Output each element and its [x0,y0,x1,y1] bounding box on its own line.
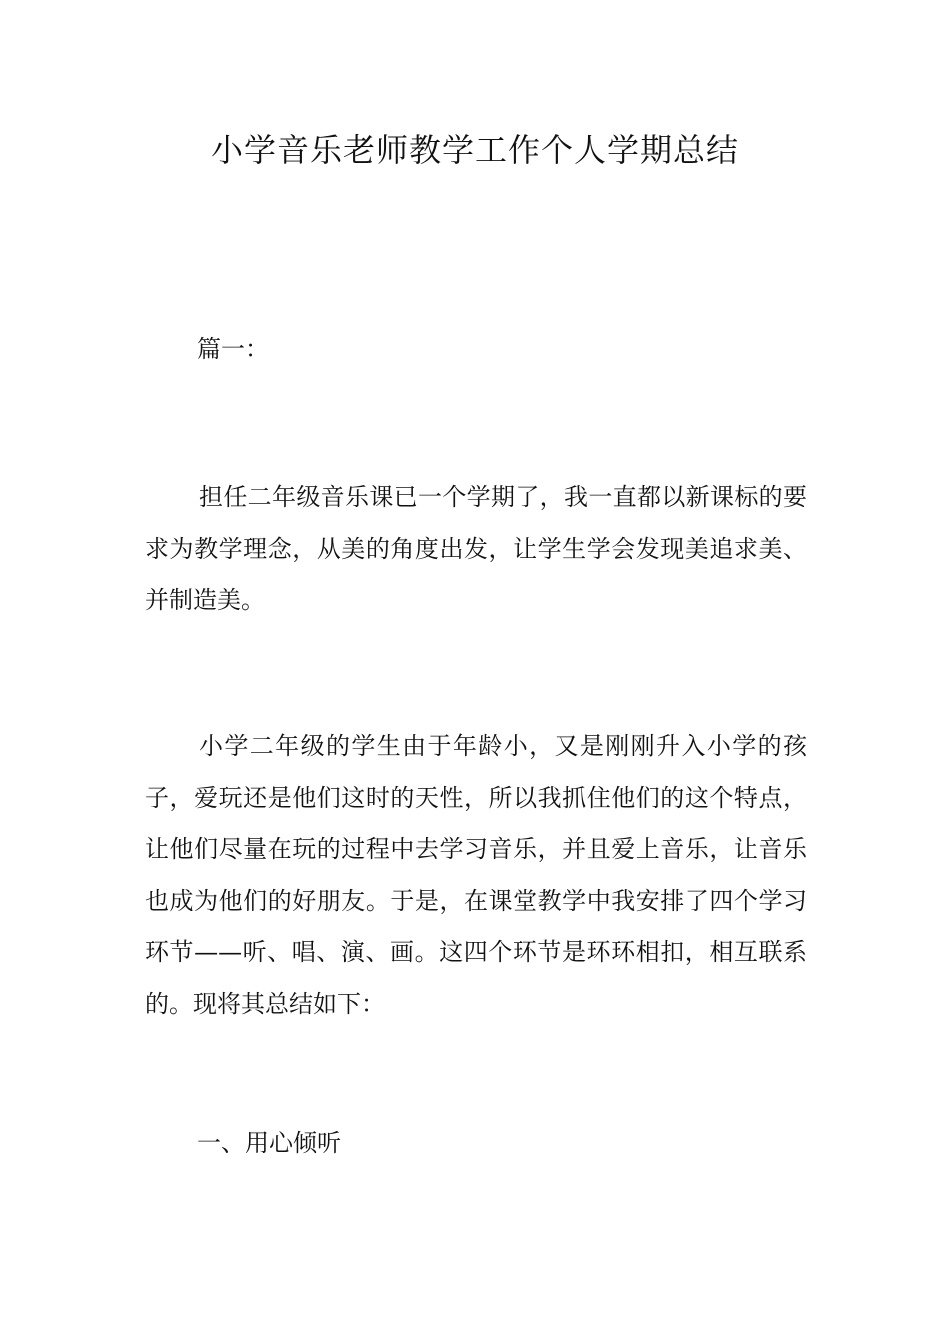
paragraph-intro: 担任二年级音乐课已一个学期了，我一直都以新课标的要求为教学理念，从美的角度出发，让学生学会发现美追求美、并制造美。 [145,483,807,614]
section-label: 篇一： [197,335,269,363]
paragraph-background: 小学二年级的学生由于年龄小，又是刚刚升入小学的孩子，爱玩还是他们这时的天性，所以我抓住他们的这个特点，让他们尽量在玩的过程中去学习音乐，并且爱上音乐，让音乐也成为他们的好朋友。于是，在课堂教学中我安排了四个学习环节——听、唱、演、画。这四个环节是环环相扣，相互联系的。现将其总结如下： [145,732,807,1018]
section-heading-listen: 一、用心倾听 [197,1129,341,1157]
document-title: 小学音乐老师教学工作个人学期总结 [210,131,739,169]
